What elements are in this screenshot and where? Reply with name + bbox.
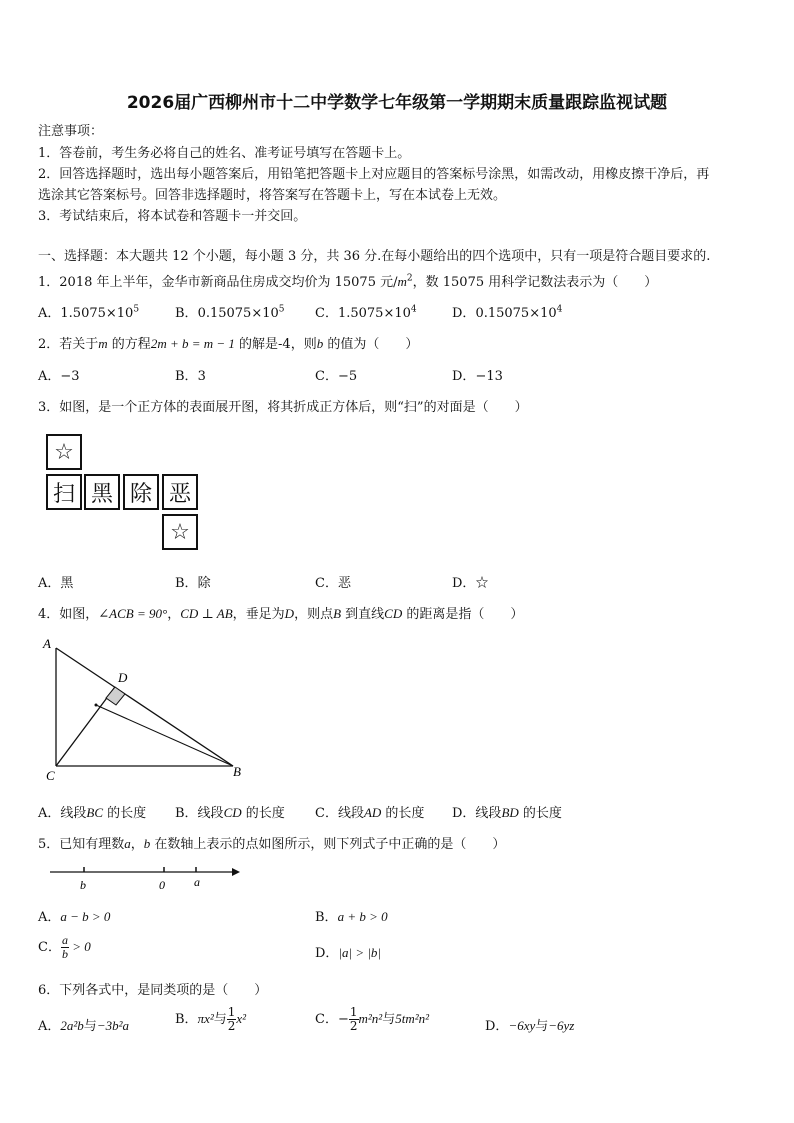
notice-item-3: 3．考试结束后，将本试卷和答题卡一并交回。 (38, 209, 307, 224)
option-label: D． (315, 946, 339, 961)
option-term: 2a²b (60, 1018, 84, 1033)
q1-option-b[interactable] (175, 302, 285, 321)
q4-line: CD (384, 606, 403, 621)
option-label: B． (175, 1012, 198, 1027)
q4-foot: D (284, 606, 295, 621)
q2-var-m: m (98, 336, 108, 351)
q1-option-a[interactable] (38, 302, 139, 321)
q4-point: B (333, 606, 342, 621)
q1-option-d[interactable] (452, 302, 562, 321)
q2-stem-part: 的方程 (107, 337, 151, 352)
option-label: D． (485, 1019, 509, 1034)
option-term: x² (236, 1011, 247, 1026)
q5-var-a: a (124, 836, 131, 851)
option-segment: BC (86, 805, 104, 820)
option-exponent: 4 (410, 304, 417, 315)
question-6-stem: 6．下列各式中，是同类项的是（ ） (38, 983, 268, 998)
option-value: > 0 (68, 939, 91, 954)
option-label: B． (175, 306, 198, 321)
option-segment: CD (223, 805, 242, 820)
option-value: 3 (197, 369, 206, 384)
q5-var-b: b (143, 836, 151, 851)
q5-stem-part: 在数轴上表示的点如图所示，则下列式子中正确的是（ ） (150, 837, 506, 852)
fraction-numerator: a (61, 933, 68, 947)
option-label: C． (315, 1012, 338, 1027)
q4-stem-part: 到直线 (341, 607, 385, 622)
q2-option-a[interactable] (38, 365, 80, 384)
option-fraction (349, 1006, 359, 1033)
fraction-numerator: 1 (227, 1005, 236, 1019)
q2-option-d[interactable] (452, 365, 503, 384)
option-tail: 的长度 (381, 806, 425, 821)
q4-option-d[interactable] (452, 802, 562, 821)
point-dot (95, 704, 98, 707)
label-a: A (43, 636, 51, 651)
option-value: −5 (337, 369, 358, 384)
q4-angle: ∠ACB = 90° (98, 606, 168, 621)
q5-option-c[interactable] (38, 934, 91, 961)
net-cell-bottom: ☆ (162, 514, 198, 550)
q5-option-d[interactable] (315, 942, 381, 961)
option-label: B． (175, 369, 198, 384)
q4-stem-part: ，则点 (294, 607, 334, 622)
segment-from-b (96, 705, 233, 766)
net-cell-e: 恶 (162, 474, 198, 510)
option-label: D． (452, 576, 476, 591)
q6-option-a[interactable] (38, 1015, 129, 1034)
option-label: C． (38, 940, 61, 955)
q2-option-b[interactable] (175, 365, 206, 384)
q1-unit: m (397, 274, 407, 289)
option-label: B．线段 (175, 806, 224, 821)
option-term: m²n² (358, 1011, 383, 1026)
q3-option-a[interactable] (38, 572, 73, 591)
option-label: C．线段 (315, 806, 364, 821)
option-label: B． (175, 576, 198, 591)
option-connector: 与 (382, 1012, 396, 1027)
fraction-denominator: 2 (349, 1019, 358, 1033)
fraction-numerator: 1 (349, 1005, 358, 1019)
option-sign: − (337, 1012, 349, 1027)
q6-option-c[interactable] (315, 1006, 429, 1033)
option-label: B． (315, 910, 338, 925)
label-c: C (46, 768, 55, 782)
section-heading: 一、选择题：本大题共 12 个小题，每小题 3 分，共 36 分.在每小题给出的四个选项中，只有一项是符合题目要求的. (38, 249, 711, 264)
q2-stem-part: 的解是-4，则 (234, 337, 317, 352)
option-exponent: 4 (556, 304, 563, 315)
option-label: D． (452, 306, 476, 321)
option-label: A． (38, 910, 61, 925)
option-value: 0.15075×10 (197, 306, 279, 321)
q5-stem-part: ， (130, 837, 144, 852)
q5-stem-part: 5．已知有理数 (38, 837, 125, 852)
q1-stem-part: ，数 15075 用科学记数法表示为（ ） (412, 275, 658, 290)
net-cell-hei: 黑 (84, 474, 120, 510)
q4-option-b[interactable] (175, 802, 285, 821)
question-2-stem (38, 333, 418, 352)
q4-option-c[interactable] (315, 802, 424, 821)
option-fraction (61, 934, 69, 961)
net-cell-chu: 除 (123, 474, 159, 510)
net-cell-sao: 扫 (46, 474, 82, 510)
option-value: ☆ (475, 576, 489, 591)
notice-heading: 注意事项： (38, 124, 104, 139)
option-label: A．线段 (38, 806, 87, 821)
option-tail: 的长度 (518, 806, 562, 821)
q3-option-c[interactable] (315, 572, 351, 591)
option-value: a + b > 0 (337, 909, 388, 924)
q3-option-b[interactable] (175, 572, 211, 591)
option-segment: AD (363, 805, 382, 820)
question-5-stem (38, 833, 505, 852)
q2-stem-part: 2．若关于 (38, 337, 99, 352)
triangle-figure (38, 632, 258, 782)
question-3-stem: 3．如图，是一个正方体的表面展开图，将其折成正方体后，则“扫”的对面是（ ） (38, 400, 528, 415)
option-connector: 与 (213, 1012, 227, 1027)
option-term: −6xy (508, 1018, 536, 1033)
option-connector: 与 (83, 1019, 97, 1034)
q4-stem-part: 4．如图， (38, 607, 99, 622)
net-cell-top: ☆ (46, 434, 82, 470)
option-label: D．线段 (452, 806, 502, 821)
axis-label-b: b (80, 878, 86, 892)
label-b: B (233, 764, 241, 779)
notice-item-1: 1．答卷前，考生务必将自己的姓名、准考证号填写在答题卡上。 (38, 146, 411, 161)
option-label: C． (315, 306, 338, 321)
option-label: A． (38, 306, 61, 321)
option-term: −6yz (548, 1018, 575, 1033)
option-label: C． (315, 369, 338, 384)
notice-item-2-cont: 选涂其它答案标号。回答非选择题时，将答案写在答题卡上，写在本试卷上无效。 (38, 188, 507, 203)
option-segment: BD (501, 805, 519, 820)
q6-option-d[interactable] (485, 1015, 574, 1034)
question-1-stem: 1．2018 年上半年，金华市新商品住房成交均价为 15075 元$/m^2$，数 15075 用科学记数法表示为（ ） (38, 273, 658, 290)
fraction-denominator: 2 (227, 1019, 236, 1033)
q2-var-b: b (316, 336, 324, 351)
option-value: −13 (475, 369, 503, 384)
q4-option-a[interactable] (38, 802, 146, 821)
option-term: 5tm²n² (395, 1011, 429, 1026)
segment-cd (56, 687, 115, 766)
q6-option-b[interactable] (175, 1006, 246, 1033)
option-term: πx² (197, 1011, 214, 1026)
q5-option-b[interactable] (315, 906, 388, 925)
q2-equation: 2m + b = m − 1 (150, 336, 235, 351)
option-label: A． (38, 576, 61, 591)
option-value: a − b > 0 (60, 909, 111, 924)
q3-option-d[interactable] (452, 572, 488, 591)
notice-item-2: 2．回答选择题时，选出每小题答案后，用铅笔把答题卡上对应题目的答案标号涂黑，如需改动，用橡皮擦干净后，再 (38, 167, 710, 182)
q1-option-c[interactable] (315, 302, 417, 321)
option-exponent: 5 (133, 304, 140, 315)
option-value: −3 (60, 369, 80, 384)
option-tail: 的长度 (241, 806, 285, 821)
option-fraction (227, 1006, 237, 1033)
option-value: 1.5075×10 (337, 306, 411, 321)
option-value: |a| > |b| (338, 945, 382, 960)
number-line-figure (46, 862, 242, 894)
q4-stem-part: ， (167, 607, 181, 622)
option-value: 0.15075×10 (475, 306, 557, 321)
q5-option-a[interactable] (38, 906, 110, 925)
axis-label-0: 0 (159, 878, 165, 892)
segment-ab (56, 648, 233, 766)
fraction-denominator: b (61, 947, 68, 961)
option-label: A． (38, 369, 61, 384)
q1-stem-part: 1．2018 年上半年，金华市新商品住房成交均价为 15075 元/ (38, 275, 398, 290)
option-tail: 的长度 (103, 806, 147, 821)
q2-option-c[interactable] (315, 365, 357, 384)
option-label: A． (38, 1019, 61, 1034)
label-d: D (118, 670, 128, 685)
page-title: 2026届广西柳州市十二中学数学七年级第一学期期末质量跟踪监视试题 (126, 93, 668, 113)
q4-stem-part: 的距离是指（ ） (402, 607, 524, 622)
option-value: 黑 (60, 576, 74, 591)
cube-net-figure (46, 434, 206, 552)
option-term: −3b²a (96, 1018, 129, 1033)
q4-stem-part: ，垂足为 (232, 607, 285, 622)
question-4-stem (38, 603, 523, 622)
option-connector: 与 (535, 1019, 549, 1034)
right-angle-mark (106, 687, 125, 705)
option-value: 1.5075×10 (60, 306, 134, 321)
axis-arrow (232, 868, 240, 876)
option-exponent: 5 (278, 304, 285, 315)
option-value: 除 (197, 576, 211, 591)
q4-perp: CD ⊥ AB (180, 606, 233, 621)
option-label: C． (315, 576, 338, 591)
axis-label-a: a (194, 875, 200, 889)
option-label: D． (452, 369, 476, 384)
q2-stem-part: 的值为（ ） (323, 337, 419, 352)
option-value: 恶 (337, 576, 351, 591)
